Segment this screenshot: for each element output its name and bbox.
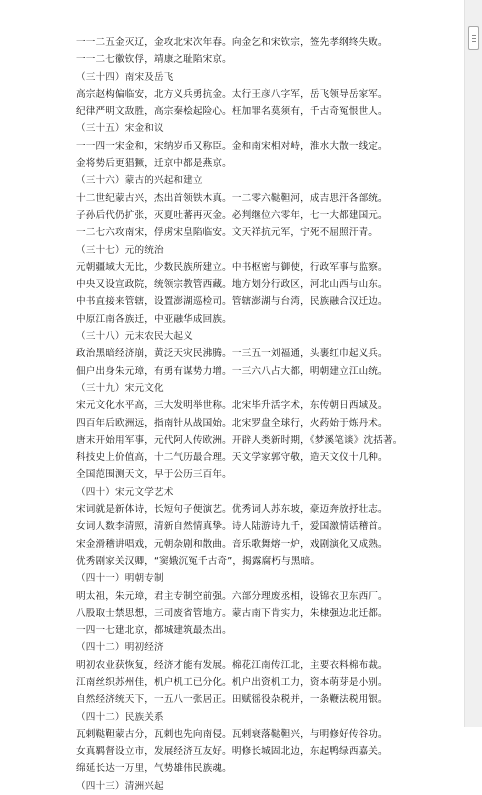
text-line: 四百年后欧洲远，指南针从战国始。北宋罗盘全球行，火药始于炼丹术。 xyxy=(76,417,388,429)
text-line: 瓦剌鞑靼蒙古分，瓦刺也先向南侵。瓦剌衰落鞑靼兴，与明修好传谷功。 xyxy=(76,728,388,740)
text-line: 江南丝织苏州佳，机户机工已分化。机户出资机工力，资本萌芽是小别。 xyxy=(76,676,388,688)
grip-lines-icon xyxy=(472,35,476,36)
section-heading: （三十八）元末农民大起义 xyxy=(76,331,193,343)
text-line: 八股取士禁思想，三司废省管地方。蒙古南下肯实力，朱棣强边北迁都。 xyxy=(76,607,388,619)
text-line: 宋元文化水平高，三大发明举世称。北宋毕升活字术，东传朝日西域及。 xyxy=(76,400,388,412)
text-line: 科技史上价值高，十二气历最合理。天文学家郭守敬，造天文仪十几种。 xyxy=(76,452,388,464)
text-line: 元朝疆域大无比，少数民族所建立。中书枢密与御使，行政军事与监察。 xyxy=(76,261,388,273)
section-heading: （三十九）宋元文化 xyxy=(76,382,164,394)
text-line: 宋词就是新体诗，长短句子便演艺。优秀词人苏东坡，豪迈奔放抒壮志。 xyxy=(76,504,388,516)
text-line: 女真羁督设立市，发展经济互友好。明修长城固北边，东起鸭绿西嘉关。 xyxy=(76,746,388,758)
grip-lines-icon xyxy=(472,41,476,42)
text-line: 子孙后代仍扩张，灭夏吐蕃再灭金。必判继位六零年，七一大都建国元。 xyxy=(76,209,388,221)
vertical-scrollbar[interactable] xyxy=(464,0,482,727)
text-line: 优秀剧家关汉卿，“窦娥沉冤千古奇”，揭露腐朽与黑暗。 xyxy=(76,555,321,567)
text-line: 中原江南各族迁，中亚融华成回族。 xyxy=(76,313,232,325)
text-line: 全国范围测天文，早于公历三百年。 xyxy=(76,469,232,481)
text-line: 十二世纪蒙古兴，杰出首领铁木真。一二零六鞑靼河，成吉思汗各部统。 xyxy=(76,192,388,204)
section-heading: （四十二）民族关系 xyxy=(76,711,164,723)
text-line: 中央又设宣政院，统领宗教管西藏。地方划分行政区，河北山西与山东。 xyxy=(76,279,388,291)
text-line: 金将势后更猖獗，迁京中都是燕京。 xyxy=(76,158,232,170)
text-line: 一一四一宋金和，宋纳岁币又称臣。金和南宋相对峙，淮水大散一线定。 xyxy=(76,140,388,152)
text-line: 高宗赵构偏临安，北方义兵勇抗金。太行王彦八字军，岳飞领导岳家军。 xyxy=(76,88,388,100)
document-text xyxy=(76,34,416,795)
grip-lines-icon xyxy=(472,38,476,39)
section-heading: （三十四）南宋及岳飞 xyxy=(76,71,174,83)
section-heading: （四十）宋元文学艺术 xyxy=(76,486,174,498)
text-line: 女词人数李清照，清新自然情真挚。诗人陆游诗九千，爱国激情话稽首。 xyxy=(76,521,388,533)
text-line: 中书直接来管辖，设置澎湖巡检司。管辖澎湖与台湾，民族融合汉迁边。 xyxy=(76,296,388,308)
text-line: 明初农业获恢复，经济才能有发展。棉花江南传江北，主要衣料棉布裁。 xyxy=(76,659,388,671)
text-line: 佃户出身朱元璋，有勇有谋势力增。一三六八占大都，明朝建立江山统。 xyxy=(76,365,388,377)
text-line: 明太祖，朱元璋，君主专制空前强。六部分理废丞相，设锦衣卫东西厂。 xyxy=(76,590,388,602)
section-heading: （四十二）明初经济 xyxy=(76,642,164,654)
text-line: 自然经济统天下，一五八一张居正。田赋徭役杂税并，一条鞭法税用银。 xyxy=(76,694,388,706)
section-heading: （三十五）宋金和议 xyxy=(76,123,164,135)
text-line: 一二七六攻南宋，俘虏宋皇陷临安。文天祥抗元军，宁死不屈照汗青。 xyxy=(76,227,379,239)
text-line: 政治黑暗经济崩，黄泛天灾民沸腾。一三五一刘福通，头裹红巾起义兵。 xyxy=(76,348,388,360)
section-heading: （四十一）明朝专制 xyxy=(76,573,164,585)
scrollbar-thumb[interactable] xyxy=(468,26,479,50)
section-heading: （四十三）清洲兴起 xyxy=(76,780,164,792)
text-line: 一一二五金灭辽，金攻北宋次年春。向金乞和宋钦宗，签先孝纲终失败。 xyxy=(76,37,388,48)
text-line: 纪律严明文敌胜，高宗秦桧起险心。枉加罪名莫须有，千古奇冤恨世人。 xyxy=(76,106,388,118)
text-line: 宋金滑稽讲唱戏，元朝杂剧和散曲。音乐歌舞熔一炉，戏剧演化又成熟。 xyxy=(76,538,388,550)
text-line: 一四一七建北京，都城建筑最杰出。 xyxy=(76,625,232,637)
section-heading: （三十七）元的统治 xyxy=(76,244,164,256)
text-line: 绵延长达一万里，气势雄伟民族魂。 xyxy=(76,763,232,775)
text-line: 一一二七徽钦俘，靖康之耻陷宋京。 xyxy=(76,54,232,66)
text-line: 唐末开始用军事，元代阿人传欧洲。开辟人类新时期，《梦溪笔谈》沈括著。 xyxy=(76,434,403,446)
section-heading: （三十六）蒙古的兴起和建立 xyxy=(76,175,203,187)
